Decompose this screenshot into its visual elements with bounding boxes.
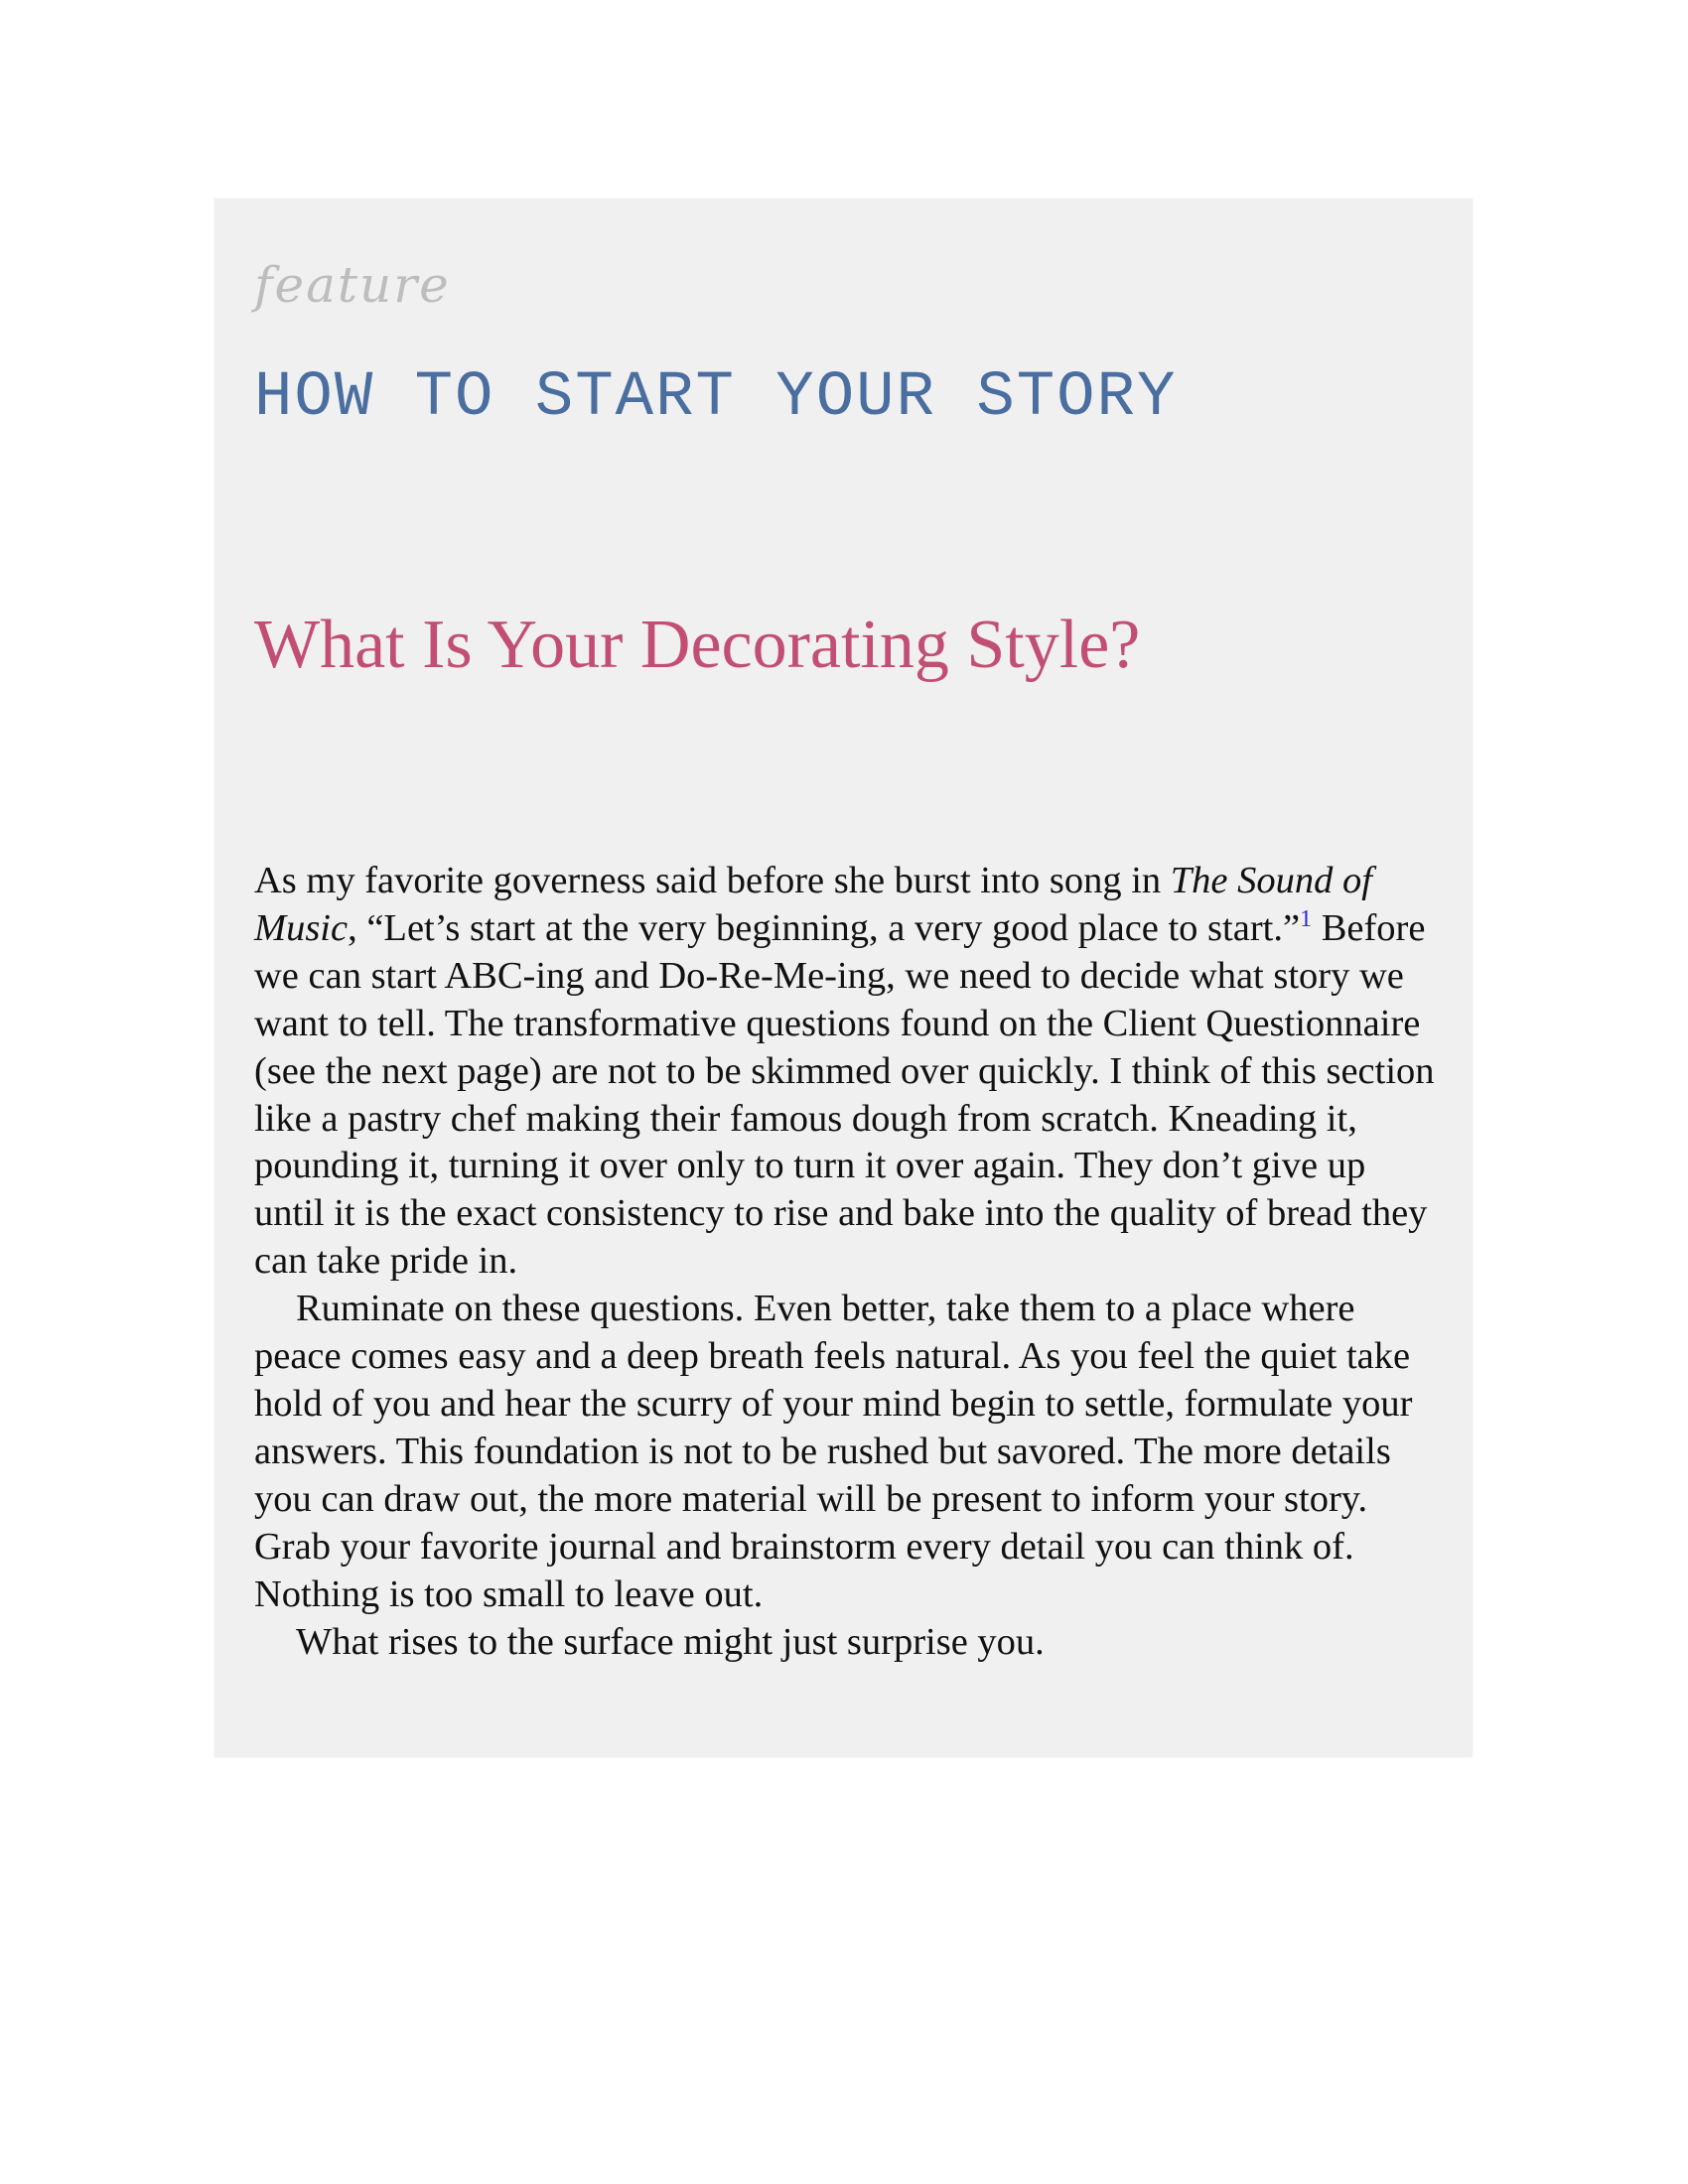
footnote-marker[interactable]: 1 <box>1300 905 1313 932</box>
paragraph-1-quote: , “Let’s start at the very beginning, a very good place to start.” <box>348 906 1301 949</box>
feature-panel <box>214 199 1473 1757</box>
paragraph-1 <box>254 858 1441 1286</box>
paragraph-1-lead: As my favorite governess said before she burst into song in <box>254 860 1171 901</box>
film-title: The Sound of Music <box>254 860 1372 949</box>
page-title: HOW TO START YOUR STORY <box>254 362 1178 434</box>
article-body <box>254 858 1441 1666</box>
page-subtitle: What Is Your Decorating Style? <box>254 607 1141 683</box>
paragraph-2: Ruminate on these questions. Even better, take them to a place where peace comes easy and a deep breath feels natural. As you feel the quiet take hold of you and hear the scurry of your mind begin to settle, formulate your answers. This foundation is not to be rushed but savored. The more details you can draw out, the more material will be present to inform your story. Grab your favorite journal and brainstorm every detail you can think of. Nothing is too small to leave out. <box>254 1288 1413 1615</box>
paragraph-1-rest: Before we can start ABC-ing and Do-Re-Me-ing, we need to decide what story we want to tell. The transformative questions found on the Client Questionnaire (see the next page) are not to be skimmed over quickly. I think of this section like a pastry chef making their famous dough from scratch. Kneading it, pounding it, turning it over only to turn it over again. They don’t give up until it is the exact consistency to rise and bake into the quality of bread they can take pride in. <box>254 906 1435 1283</box>
feature-kicker: feature <box>254 256 451 314</box>
paragraph-3: What rises to the surface might just surprise you. <box>296 1620 1045 1663</box>
